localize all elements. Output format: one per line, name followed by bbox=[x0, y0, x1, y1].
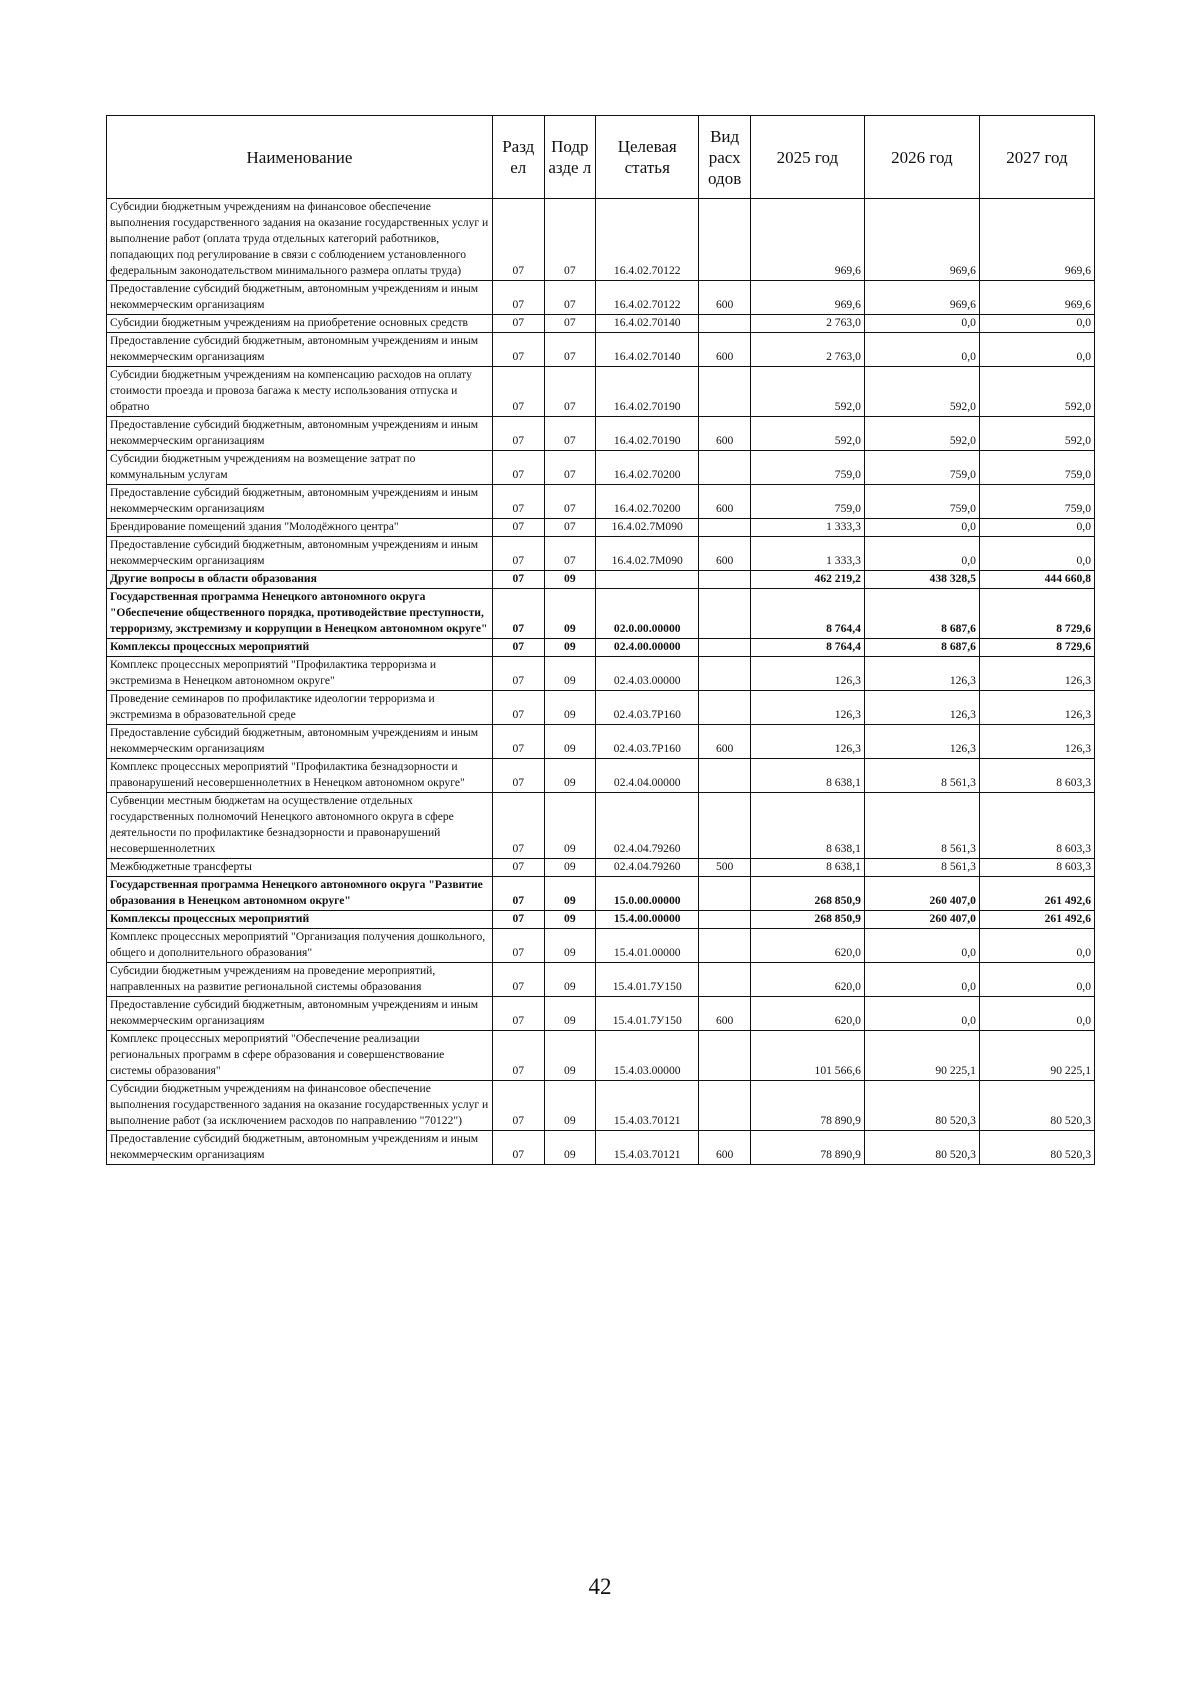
header-year-2027: 2027 год bbox=[979, 116, 1094, 199]
cell-expense-type bbox=[699, 639, 751, 657]
cell-section: 07 bbox=[492, 1031, 544, 1081]
table-row bbox=[107, 315, 1095, 333]
table-row bbox=[107, 759, 1095, 793]
table-row bbox=[107, 963, 1095, 997]
cell-year-2026: 126,3 bbox=[864, 657, 979, 691]
page-number: 42 bbox=[588, 1574, 612, 1599]
cell-year-2025: 2 763,0 bbox=[750, 315, 864, 333]
cell-subsection: 09 bbox=[544, 657, 596, 691]
cell-subsection: 07 bbox=[544, 451, 596, 485]
cell-year-2027: 261 492,6 bbox=[979, 911, 1094, 929]
cell-subsection: 07 bbox=[544, 537, 596, 571]
cell-target-article: 16.4.02.70190 bbox=[596, 367, 699, 417]
cell-expense-type: 600 bbox=[699, 281, 751, 315]
cell-section: 07 bbox=[492, 451, 544, 485]
cell-subsection: 07 bbox=[544, 519, 596, 537]
cell-target-article: 02.4.00.00000 bbox=[596, 639, 699, 657]
cell-year-2026: 80 520,3 bbox=[864, 1131, 979, 1165]
cell-subsection: 09 bbox=[544, 997, 596, 1031]
cell-name: Субсидии бюджетным учреждениям на финансовое обеспечение выполнения государственного задания на оказание государственных услуг и выполнение работ (оплата труда отдельных категорий работников, попадающих под регулирование в связи с соблюдением установленного федеральным законодательством минимального размера оплаты труда) bbox=[107, 199, 493, 281]
cell-section: 07 bbox=[492, 199, 544, 281]
cell-section: 07 bbox=[492, 333, 544, 367]
cell-subsection: 07 bbox=[544, 333, 596, 367]
cell-year-2025: 620,0 bbox=[750, 963, 864, 997]
cell-target-article: 15.4.01.7У150 bbox=[596, 963, 699, 997]
cell-year-2027: 0,0 bbox=[979, 963, 1094, 997]
cell-name: Комплексы процессных мероприятий bbox=[107, 639, 493, 657]
cell-expense-type: 600 bbox=[699, 725, 751, 759]
cell-name: Субсидии бюджетным учреждениям на приобретение основных средств bbox=[107, 315, 493, 333]
cell-year-2027: 126,3 bbox=[979, 725, 1094, 759]
cell-year-2025: 8 638,1 bbox=[750, 759, 864, 793]
cell-target-article: 02.4.03.7P160 bbox=[596, 725, 699, 759]
cell-year-2027: 759,0 bbox=[979, 485, 1094, 519]
cell-target-article: 02.4.04.79260 bbox=[596, 793, 699, 859]
cell-expense-type bbox=[699, 793, 751, 859]
cell-section: 07 bbox=[492, 589, 544, 639]
cell-year-2025: 592,0 bbox=[750, 367, 864, 417]
cell-name: Комплексы процессных мероприятий bbox=[107, 911, 493, 929]
cell-expense-type: 600 bbox=[699, 417, 751, 451]
cell-year-2025: 8 764,4 bbox=[750, 589, 864, 639]
cell-year-2025: 1 333,3 bbox=[750, 537, 864, 571]
cell-subsection: 09 bbox=[544, 877, 596, 911]
table-row bbox=[107, 589, 1095, 639]
cell-expense-type: 600 bbox=[699, 333, 751, 367]
cell-name: Государственная программа Ненецкого автономного округа "Обеспечение общественного порядка, противодействие преступности, терроризму, экстремизму и коррупции в Ненецком автономном округе" bbox=[107, 589, 493, 639]
table-row bbox=[107, 725, 1095, 759]
cell-target-article: 15.4.00.00000 bbox=[596, 911, 699, 929]
cell-year-2027: 126,3 bbox=[979, 691, 1094, 725]
cell-name: Субсидии бюджетным учреждениям на компенсацию расходов на оплату стоимости проезда и провоза багажа к месту использования отпуска и обратно bbox=[107, 367, 493, 417]
cell-name: Государственная программа Ненецкого автономного округа "Развитие образования в Ненецком автономном округе" bbox=[107, 877, 493, 911]
cell-target-article: 16.4.02.70140 bbox=[596, 333, 699, 367]
cell-expense-type bbox=[699, 367, 751, 417]
cell-expense-type bbox=[699, 911, 751, 929]
cell-year-2027: 759,0 bbox=[979, 451, 1094, 485]
table-row bbox=[107, 537, 1095, 571]
cell-year-2027: 969,6 bbox=[979, 199, 1094, 281]
cell-section: 07 bbox=[492, 519, 544, 537]
cell-year-2027: 8 729,6 bbox=[979, 639, 1094, 657]
cell-year-2026: 0,0 bbox=[864, 963, 979, 997]
cell-year-2027: 0,0 bbox=[979, 929, 1094, 963]
cell-target-article: 02.4.03.00000 bbox=[596, 657, 699, 691]
cell-year-2027: 80 520,3 bbox=[979, 1081, 1094, 1131]
cell-year-2025: 620,0 bbox=[750, 929, 864, 963]
cell-subsection: 09 bbox=[544, 859, 596, 877]
cell-section: 07 bbox=[492, 485, 544, 519]
cell-year-2025: 126,3 bbox=[750, 725, 864, 759]
cell-year-2025: 592,0 bbox=[750, 417, 864, 451]
cell-target-article: 16.4.02.7M090 bbox=[596, 519, 699, 537]
cell-expense-type bbox=[699, 963, 751, 997]
cell-name: Межбюджетные трансферты bbox=[107, 859, 493, 877]
cell-year-2026: 90 225,1 bbox=[864, 1031, 979, 1081]
cell-subsection: 07 bbox=[544, 281, 596, 315]
cell-year-2027: 8 603,3 bbox=[979, 759, 1094, 793]
cell-expense-type: 500 bbox=[699, 859, 751, 877]
cell-year-2026: 260 407,0 bbox=[864, 911, 979, 929]
cell-subsection: 07 bbox=[544, 315, 596, 333]
cell-section: 07 bbox=[492, 691, 544, 725]
cell-section: 07 bbox=[492, 963, 544, 997]
cell-year-2027: 8 603,3 bbox=[979, 793, 1094, 859]
cell-subsection: 09 bbox=[544, 911, 596, 929]
cell-name: Предоставление субсидий бюджетным, автономным учреждениям и иным некоммерческим организациям bbox=[107, 333, 493, 367]
cell-year-2025: 78 890,9 bbox=[750, 1081, 864, 1131]
cell-year-2026: 0,0 bbox=[864, 333, 979, 367]
cell-section: 07 bbox=[492, 877, 544, 911]
cell-section: 07 bbox=[492, 571, 544, 589]
cell-year-2025: 2 763,0 bbox=[750, 333, 864, 367]
cell-year-2026: 438 328,5 bbox=[864, 571, 979, 589]
cell-year-2026: 592,0 bbox=[864, 417, 979, 451]
cell-year-2027: 0,0 bbox=[979, 997, 1094, 1031]
cell-year-2025: 620,0 bbox=[750, 997, 864, 1031]
cell-expense-type bbox=[699, 877, 751, 911]
cell-year-2026: 80 520,3 bbox=[864, 1081, 979, 1131]
cell-name: Брендирование помещений здания "Молодёжного центра" bbox=[107, 519, 493, 537]
cell-year-2026: 260 407,0 bbox=[864, 877, 979, 911]
cell-year-2027: 80 520,3 bbox=[979, 1131, 1094, 1165]
cell-year-2026: 969,6 bbox=[864, 281, 979, 315]
cell-year-2025: 8 638,1 bbox=[750, 859, 864, 877]
cell-subsection: 09 bbox=[544, 963, 596, 997]
cell-section: 07 bbox=[492, 929, 544, 963]
cell-year-2026: 0,0 bbox=[864, 929, 979, 963]
cell-year-2025: 8 638,1 bbox=[750, 793, 864, 859]
cell-target-article: 02.0.00.00000 bbox=[596, 589, 699, 639]
header-name: Наименование bbox=[107, 116, 493, 199]
table-row bbox=[107, 199, 1095, 281]
cell-expense-type bbox=[699, 451, 751, 485]
cell-year-2027: 0,0 bbox=[979, 519, 1094, 537]
cell-target-article: 15.4.03.00000 bbox=[596, 1031, 699, 1081]
cell-subsection: 09 bbox=[544, 793, 596, 859]
cell-year-2025: 759,0 bbox=[750, 451, 864, 485]
cell-year-2025: 1 333,3 bbox=[750, 519, 864, 537]
cell-section: 07 bbox=[492, 537, 544, 571]
table-row bbox=[107, 1081, 1095, 1131]
cell-year-2026: 759,0 bbox=[864, 451, 979, 485]
cell-year-2027: 126,3 bbox=[979, 657, 1094, 691]
cell-subsection: 09 bbox=[544, 1031, 596, 1081]
cell-subsection: 07 bbox=[544, 367, 596, 417]
header-subsection: Подр азде л bbox=[544, 116, 596, 199]
table-row bbox=[107, 793, 1095, 859]
cell-expense-type: 600 bbox=[699, 537, 751, 571]
cell-name: Предоставление субсидий бюджетным, автономным учреждениям и иным некоммерческим организациям bbox=[107, 537, 493, 571]
cell-subsection: 09 bbox=[544, 725, 596, 759]
header-expense-type: Вид расх одов bbox=[699, 116, 751, 199]
cell-subsection: 09 bbox=[544, 571, 596, 589]
cell-name: Субсидии бюджетным учреждениям на возмещение затрат по коммунальным услугам bbox=[107, 451, 493, 485]
table-row bbox=[107, 281, 1095, 315]
cell-year-2026: 8 561,3 bbox=[864, 759, 979, 793]
cell-year-2025: 759,0 bbox=[750, 485, 864, 519]
header-year-2025: 2025 год bbox=[750, 116, 864, 199]
cell-name: Субсидии бюджетным учреждениям на финансовое обеспечение выполнения государственного задания на оказание государственных услуг и выполнение работ (за исключением расходов по направлению "70122") bbox=[107, 1081, 493, 1131]
table-row bbox=[107, 657, 1095, 691]
cell-target-article: 16.4.02.70200 bbox=[596, 451, 699, 485]
cell-name: Проведение семинаров по профилактике идеологии терроризма и экстремизма в образовательной среде bbox=[107, 691, 493, 725]
cell-target-article: 15.4.01.7У150 bbox=[596, 997, 699, 1031]
cell-year-2025: 969,6 bbox=[750, 281, 864, 315]
cell-target-article: 15.4.01.00000 bbox=[596, 929, 699, 963]
cell-section: 07 bbox=[492, 639, 544, 657]
cell-year-2025: 8 764,4 bbox=[750, 639, 864, 657]
cell-section: 07 bbox=[492, 911, 544, 929]
cell-section: 07 bbox=[492, 1131, 544, 1165]
cell-target-article: 02.4.04.00000 bbox=[596, 759, 699, 793]
table-row bbox=[107, 367, 1095, 417]
cell-year-2027: 0,0 bbox=[979, 315, 1094, 333]
header-year-2026: 2026 год bbox=[864, 116, 979, 199]
cell-section: 07 bbox=[492, 997, 544, 1031]
cell-year-2027: 8 729,6 bbox=[979, 589, 1094, 639]
table-row bbox=[107, 519, 1095, 537]
table-row bbox=[107, 997, 1095, 1031]
cell-subsection: 09 bbox=[544, 1081, 596, 1131]
cell-section: 07 bbox=[492, 759, 544, 793]
cell-expense-type bbox=[699, 691, 751, 725]
cell-name: Предоставление субсидий бюджетным, автономным учреждениям и иным некоммерческим организациям bbox=[107, 725, 493, 759]
cell-year-2027: 8 603,3 bbox=[979, 859, 1094, 877]
cell-name: Предоставление субсидий бюджетным, автономным учреждениям и иным некоммерческим организациям bbox=[107, 485, 493, 519]
cell-year-2027: 444 660,8 bbox=[979, 571, 1094, 589]
cell-year-2026: 8 561,3 bbox=[864, 859, 979, 877]
table-row bbox=[107, 451, 1095, 485]
table-row bbox=[107, 911, 1095, 929]
cell-section: 07 bbox=[492, 281, 544, 315]
cell-subsection: 09 bbox=[544, 929, 596, 963]
cell-name: Комплекс процессных мероприятий "Обеспечение реализации региональных программ в сфере образования и совершенствование системы образования" bbox=[107, 1031, 493, 1081]
cell-expense-type: 600 bbox=[699, 1131, 751, 1165]
cell-name: Комплекс процессных мероприятий "Организация получения дошкольного, общего и дополнительного образования" bbox=[107, 929, 493, 963]
cell-target-article: 16.4.02.70140 bbox=[596, 315, 699, 333]
cell-name: Комплекс процессных мероприятий "Профилактика безнадзорности и правонарушений несовершеннолетних в Ненецком автономном округе" bbox=[107, 759, 493, 793]
cell-name: Предоставление субсидий бюджетным, автономным учреждениям и иным некоммерческим организациям bbox=[107, 1131, 493, 1165]
table-row bbox=[107, 639, 1095, 657]
cell-year-2026: 126,3 bbox=[864, 691, 979, 725]
cell-target-article: 15.4.03.70121 bbox=[596, 1131, 699, 1165]
cell-subsection: 07 bbox=[544, 485, 596, 519]
table-row bbox=[107, 1131, 1095, 1165]
cell-expense-type bbox=[699, 759, 751, 793]
cell-year-2026: 8 687,6 bbox=[864, 589, 979, 639]
cell-section: 07 bbox=[492, 657, 544, 691]
cell-year-2025: 462 219,2 bbox=[750, 571, 864, 589]
cell-target-article: 16.4.02.70200 bbox=[596, 485, 699, 519]
cell-subsection: 09 bbox=[544, 1131, 596, 1165]
budget-table bbox=[106, 115, 1095, 1165]
cell-year-2027: 90 225,1 bbox=[979, 1031, 1094, 1081]
table-row bbox=[107, 877, 1095, 911]
cell-target-article: 16.4.02.70122 bbox=[596, 281, 699, 315]
cell-year-2026: 592,0 bbox=[864, 367, 979, 417]
cell-year-2026: 0,0 bbox=[864, 997, 979, 1031]
cell-expense-type bbox=[699, 1031, 751, 1081]
cell-name: Предоставление субсидий бюджетным, автономным учреждениям и иным некоммерческим организациям bbox=[107, 281, 493, 315]
cell-year-2027: 592,0 bbox=[979, 367, 1094, 417]
cell-target-article: 16.4.02.7M090 bbox=[596, 537, 699, 571]
cell-target-article: 02.4.03.7P160 bbox=[596, 691, 699, 725]
cell-subsection: 09 bbox=[544, 691, 596, 725]
cell-year-2025: 101 566,6 bbox=[750, 1031, 864, 1081]
table-row bbox=[107, 1031, 1095, 1081]
cell-year-2026: 969,6 bbox=[864, 199, 979, 281]
header-target-article: Целевая статья bbox=[596, 116, 699, 199]
cell-expense-type bbox=[699, 199, 751, 281]
cell-year-2027: 261 492,6 bbox=[979, 877, 1094, 911]
cell-year-2026: 8 687,6 bbox=[864, 639, 979, 657]
cell-year-2026: 126,3 bbox=[864, 725, 979, 759]
cell-year-2025: 268 850,9 bbox=[750, 877, 864, 911]
table-row bbox=[107, 859, 1095, 877]
table-body bbox=[107, 199, 1095, 1165]
cell-year-2025: 78 890,9 bbox=[750, 1131, 864, 1165]
cell-subsection: 07 bbox=[544, 417, 596, 451]
cell-target-article: 16.4.02.70122 bbox=[596, 199, 699, 281]
cell-expense-type bbox=[699, 519, 751, 537]
cell-expense-type bbox=[699, 571, 751, 589]
cell-section: 07 bbox=[492, 1081, 544, 1131]
cell-year-2027: 969,6 bbox=[979, 281, 1094, 315]
table-row bbox=[107, 929, 1095, 963]
table-row bbox=[107, 417, 1095, 451]
cell-year-2025: 969,6 bbox=[750, 199, 864, 281]
cell-name: Субсидии бюджетным учреждениям на проведение мероприятий, направленных на развитие региональной системы образования bbox=[107, 963, 493, 997]
cell-section: 07 bbox=[492, 859, 544, 877]
cell-year-2025: 268 850,9 bbox=[750, 911, 864, 929]
cell-year-2026: 759,0 bbox=[864, 485, 979, 519]
cell-subsection: 09 bbox=[544, 589, 596, 639]
cell-expense-type: 600 bbox=[699, 485, 751, 519]
cell-target-article: 15.0.00.00000 bbox=[596, 877, 699, 911]
cell-name: Другие вопросы в области образования bbox=[107, 571, 493, 589]
cell-section: 07 bbox=[492, 315, 544, 333]
cell-year-2026: 0,0 bbox=[864, 519, 979, 537]
cell-expense-type bbox=[699, 589, 751, 639]
cell-expense-type bbox=[699, 315, 751, 333]
table-row bbox=[107, 333, 1095, 367]
cell-section: 07 bbox=[492, 417, 544, 451]
cell-target-article bbox=[596, 571, 699, 589]
cell-year-2025: 126,3 bbox=[750, 657, 864, 691]
table-row bbox=[107, 691, 1095, 725]
cell-target-article: 15.4.03.70121 bbox=[596, 1081, 699, 1131]
cell-section: 07 bbox=[492, 367, 544, 417]
table-header-row bbox=[107, 116, 1095, 199]
cell-expense-type bbox=[699, 929, 751, 963]
cell-target-article: 16.4.02.70190 bbox=[596, 417, 699, 451]
cell-expense-type bbox=[699, 657, 751, 691]
cell-name: Комплекс процессных мероприятий "Профилактика терроризма и экстремизма в Ненецком автономном округе" bbox=[107, 657, 493, 691]
cell-name: Предоставление субсидий бюджетным, автономным учреждениям и иным некоммерческим организациям bbox=[107, 997, 493, 1031]
cell-year-2027: 0,0 bbox=[979, 537, 1094, 571]
cell-target-article: 02.4.04.79260 bbox=[596, 859, 699, 877]
cell-year-2027: 592,0 bbox=[979, 417, 1094, 451]
cell-name: Предоставление субсидий бюджетным, автономным учреждениям и иным некоммерческим организациям bbox=[107, 417, 493, 451]
cell-subsection: 09 bbox=[544, 639, 596, 657]
table-row bbox=[107, 571, 1095, 589]
cell-name: Субвенции местным бюджетам на осуществление отдельных государственных полномочий Ненецкого автономного округа в сфере деятельности по профилактике безнадзорности и правонарушений несовершеннолетних bbox=[107, 793, 493, 859]
cell-section: 07 bbox=[492, 793, 544, 859]
cell-year-2026: 8 561,3 bbox=[864, 793, 979, 859]
cell-expense-type bbox=[699, 1081, 751, 1131]
cell-year-2027: 0,0 bbox=[979, 333, 1094, 367]
cell-year-2025: 126,3 bbox=[750, 691, 864, 725]
table-row bbox=[107, 485, 1095, 519]
cell-year-2026: 0,0 bbox=[864, 315, 979, 333]
cell-subsection: 07 bbox=[544, 199, 596, 281]
cell-expense-type: 600 bbox=[699, 997, 751, 1031]
cell-section: 07 bbox=[492, 725, 544, 759]
header-section: Разд ел bbox=[492, 116, 544, 199]
cell-year-2026: 0,0 bbox=[864, 537, 979, 571]
cell-subsection: 09 bbox=[544, 759, 596, 793]
